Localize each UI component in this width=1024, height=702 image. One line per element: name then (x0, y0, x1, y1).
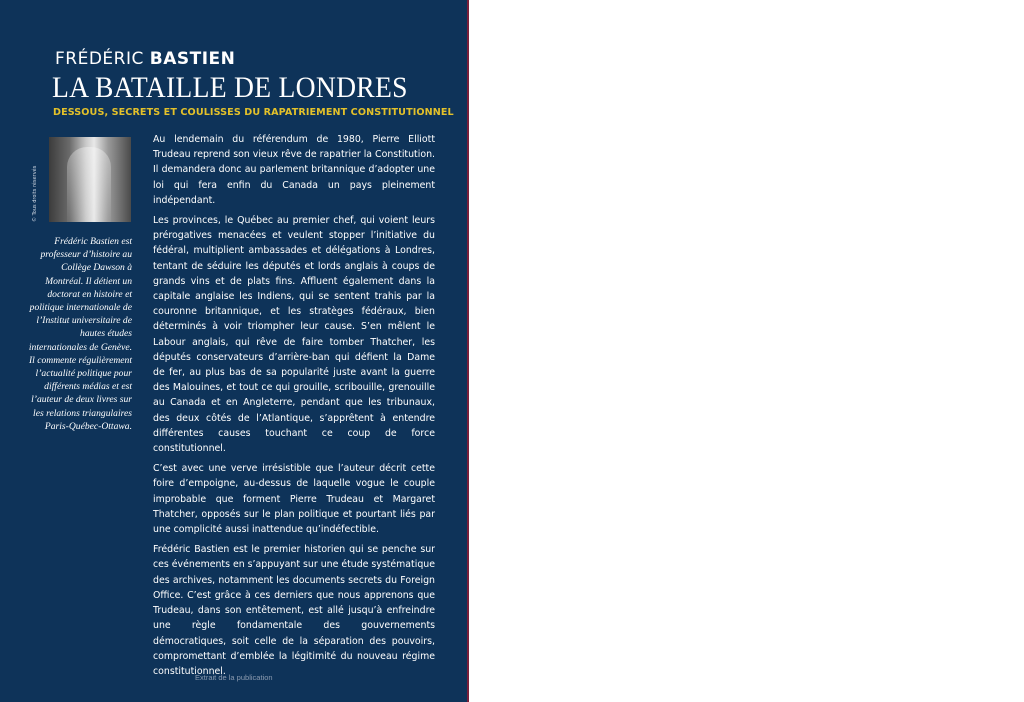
blurb-paragraph: Les provinces, le Québec au premier chef, qui voient leurs prérogatives menacées et veulent stopper l’initiative du fédéral, multiplient ambassades et délégations à Londres, tentant de séduire les députés et lords anglais à coups de grands vins et de plats fins. Affluent également dans la capitale anglaise les Indiens, qui se sentent trahis par la couronne britannique, et les stratèges fédéraux, bien déterminés à voir triompher leur cause. S’en mêlent le Labour anglais, qui rêve de faire tomber Thatcher, les députés conservateurs d’arrière-ban qui défient la Dame de fer, au plus bas de sa popularité juste avant la guerre des Malouines, et tout ce qui grouille, scribouille, grenouille au Canada et en Angleterre, pendant que les tribunaux, des deux côtés de l’Atlantique, s’apprêtent à entendre différentes causes touchant ce coup de force constitutionnel. (153, 215, 435, 455)
publication-footer: Extrait de la publication (195, 673, 273, 682)
author-photo-figure (67, 147, 111, 222)
photo-credit: © Tous droits réservés (32, 165, 38, 222)
author-name (55, 49, 235, 69)
blurb-paragraph: C’est avec une verve irrésistible que l’auteur décrit cette foire d’empoigne, au-dessus de laquelle vogue le couple improbable que forment Pierre Trudeau et Margaret Thatcher, opposés sur le plan politique et pourtant liés par une complicité aussi inattendue qu’indéfectible. (153, 463, 435, 536)
author-bio: Frédéric Bastien est professeur d’histoire au Collège Dawson à Montréal. Il détient un doctorat en histoire et politique internationale de l’Institut universitaire de hautes études internationales de Genève. Il commente régulièrement l’actualité politique pour différents médias et est l’auteur de deux livres sur les relations triangulaires Paris-Québec-Ottawa. (28, 236, 132, 432)
back-cover (0, 0, 467, 702)
blank-page (469, 0, 1024, 702)
book-subtitle: DESSOUS, SECRETS ET COULISSES DU RAPATRIEMENT CONSTITUTIONNEL (53, 107, 454, 118)
author-photo (49, 137, 131, 222)
blurb-text (153, 132, 435, 684)
book-title: LA BATAILLE DE LONDRES (52, 71, 408, 104)
blurb-paragraph: Au lendemain du référendum de 1980, Pierre Elliott Trudeau reprend son vieux rêve de rapatrier la Constitution. Il demandera donc au parlement britannique d’adopter une loi qui fera enfin du Canada un pays pleinement indépendant. (153, 134, 435, 206)
blurb-paragraph: Frédéric Bastien est le premier historien qui se penche sur ces événements en s’appuyant sur une étude systématique des archives, notamment les documents secrets du Foreign Office. C’est grâce à ces derniers que nous apprenons que Trudeau, dans son entêtement, est allé jusqu’à enfreindre une règle fondamentale des gouvernements démocratiques, soit celle de la séparation des pouvoirs, compromettant d’emblée la légitimité du nouveau régime constitutionnel. (153, 544, 435, 677)
author-first-name: FRÉDÉRIC (55, 49, 144, 69)
author-last-name: BASTIEN (149, 49, 236, 69)
